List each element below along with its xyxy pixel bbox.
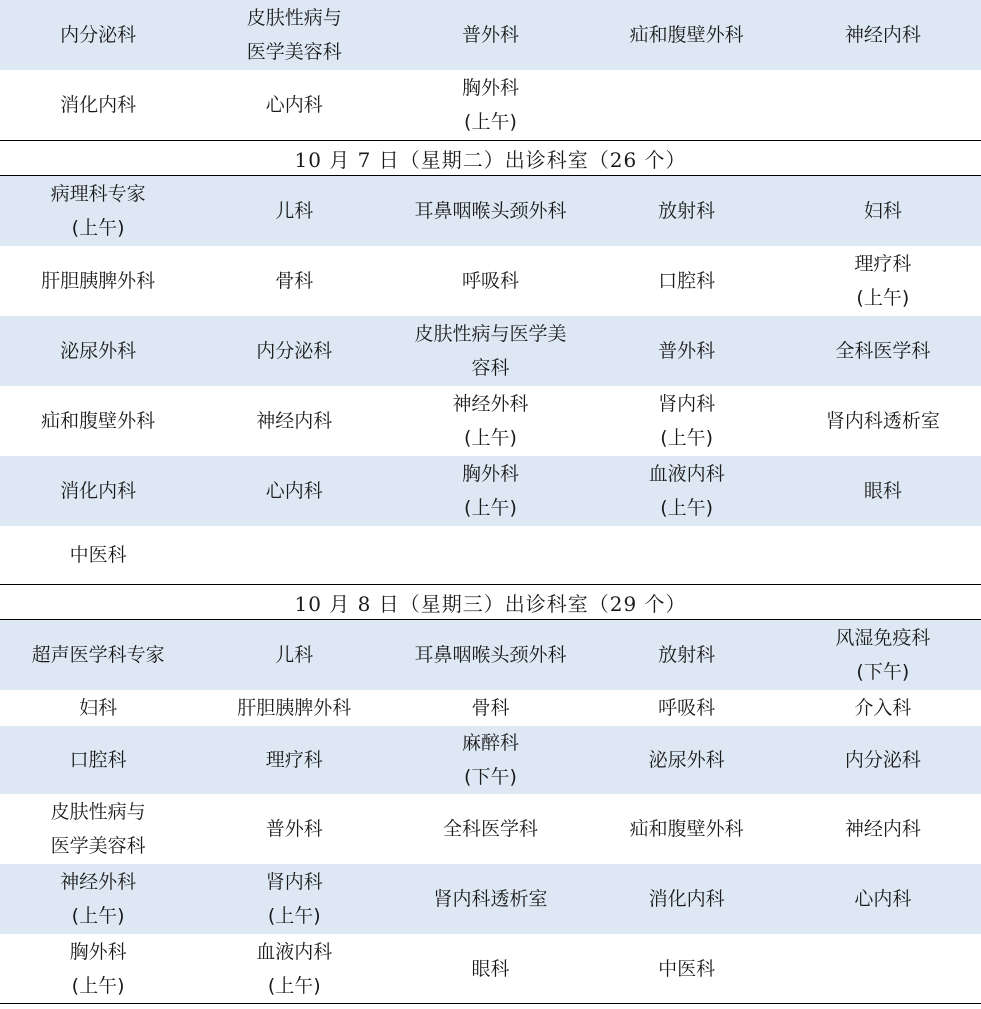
department-cell: 泌尿外科 <box>648 749 725 771</box>
department-cell <box>196 526 392 584</box>
department-cell: 麻醉科 (下午) <box>461 732 519 788</box>
department-cell: 神经内科 <box>844 24 921 46</box>
department-cell: 眼科 <box>471 958 510 980</box>
department-cell: 普外科 <box>658 340 716 362</box>
department-cell: 儿科 <box>275 644 314 666</box>
department-cell: 肾内科透析室 <box>825 410 940 432</box>
table-row <box>0 70 981 140</box>
department-cell <box>392 526 588 584</box>
section-title: 10 月 8 日（星期三）出诊科室（29 个） <box>0 584 981 620</box>
department-cell: 耳鼻咽喉头颈外科 <box>414 200 567 222</box>
table-row <box>0 934 981 1004</box>
table-row <box>0 526 981 584</box>
department-cell: 皮肤性病与医学美 容科 <box>414 323 567 379</box>
department-cell <box>589 526 785 584</box>
table-row <box>0 620 981 690</box>
table-row <box>0 864 981 934</box>
department-cell: 放射科 <box>658 644 716 666</box>
table-row <box>0 690 981 726</box>
table-row <box>0 456 981 526</box>
department-cell: 胸外科 (上午) <box>69 941 127 997</box>
department-cell: 骨科 <box>471 697 510 719</box>
department-cell: 口腔科 <box>69 749 127 771</box>
department-cell: 心内科 <box>854 888 912 910</box>
department-cell: 全科医学科 <box>835 340 931 362</box>
table-row <box>0 176 981 246</box>
department-cell: 呼吸科 <box>658 697 716 719</box>
department-cell: 肾内科 (上午) <box>658 393 716 449</box>
department-cell: 消化内科 <box>60 480 137 502</box>
department-cell: 内分泌科 <box>256 340 333 362</box>
department-cell: 放射科 <box>658 200 716 222</box>
department-cell: 心内科 <box>265 94 323 116</box>
department-cell <box>785 70 981 140</box>
department-cell: 口腔科 <box>658 270 716 292</box>
department-cell: 儿科 <box>275 200 314 222</box>
department-cell: 内分泌科 <box>844 749 921 771</box>
department-cell: 普外科 <box>265 818 323 840</box>
department-cell: 内分泌科 <box>60 24 137 46</box>
department-cell: 疝和腹壁外科 <box>629 24 744 46</box>
department-cell: 皮肤性病与 医学美容科 <box>50 801 146 857</box>
department-cell: 风湿免疫科 (下午) <box>835 627 931 683</box>
department-cell: 呼吸科 <box>461 270 519 292</box>
bottom-rule <box>0 1003 981 1004</box>
department-cell: 妇科 <box>863 200 902 222</box>
table-row <box>0 386 981 456</box>
department-cell: 全科医学科 <box>442 818 538 840</box>
department-cell: 皮肤性病与 医学美容科 <box>246 7 342 63</box>
department-cell: 病理科专家 (上午) <box>50 183 146 239</box>
department-cell <box>785 526 981 584</box>
department-cell: 血液内科 (上午) <box>256 941 333 997</box>
department-cell: 骨科 <box>275 270 314 292</box>
department-cell <box>589 70 785 140</box>
department-cell: 肝胆胰脾外科 <box>237 697 352 719</box>
department-cell: 眼科 <box>863 480 902 502</box>
table-row <box>0 794 981 864</box>
department-cell: 耳鼻咽喉头颈外科 <box>414 644 567 666</box>
department-cell: 疝和腹壁外科 <box>629 818 744 840</box>
department-cell: 肾内科 (上午) <box>265 871 323 927</box>
department-cell: 血液内科 (上午) <box>648 463 725 519</box>
department-cell: 肝胆胰脾外科 <box>41 270 156 292</box>
department-cell: 妇科 <box>79 697 118 719</box>
department-cell: 神经外科 (上午) <box>452 393 529 449</box>
department-cell: 肾内科透析室 <box>433 888 548 910</box>
department-cell: 胸外科 (上午) <box>461 77 519 133</box>
department-cell: 超声医学科专家 <box>31 644 165 666</box>
department-cell: 中医科 <box>658 958 716 980</box>
department-cell: 神经内科 <box>844 818 921 840</box>
department-cell: 消化内科 <box>60 94 137 116</box>
table-row <box>0 726 981 794</box>
section-title: 10 月 7 日（星期二）出诊科室（26 个） <box>0 140 981 176</box>
department-cell: 消化内科 <box>648 888 725 910</box>
department-cell: 胸外科 (上午) <box>461 463 519 519</box>
department-cell: 神经内科 <box>256 410 333 432</box>
department-cell: 介入科 <box>854 697 912 719</box>
department-cell: 中医科 <box>69 544 127 566</box>
department-cell <box>785 934 981 1004</box>
department-cell: 普外科 <box>461 24 519 46</box>
department-cell: 心内科 <box>265 480 323 502</box>
department-cell: 理疗科 (上午) <box>854 253 912 309</box>
table-row <box>0 0 981 70</box>
department-cell: 疝和腹壁外科 <box>41 410 156 432</box>
department-cell: 泌尿外科 <box>60 340 137 362</box>
table-row <box>0 316 981 386</box>
department-cell: 神经外科 (上午) <box>60 871 137 927</box>
department-cell: 理疗科 <box>265 749 323 771</box>
table-row <box>0 246 981 316</box>
